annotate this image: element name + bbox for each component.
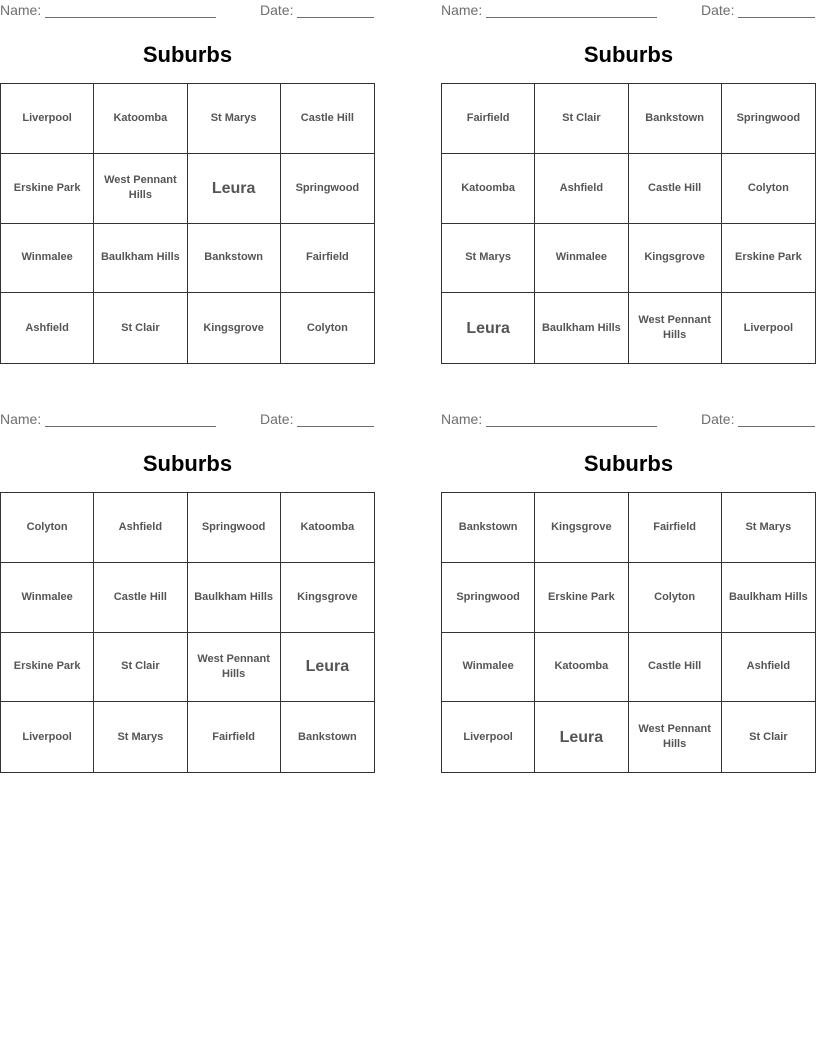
grid-cell: Katoomba xyxy=(281,493,374,563)
grid-cell: West Pennant Hills xyxy=(94,154,187,224)
grid-cell: St Clair xyxy=(535,84,628,154)
card-header xyxy=(441,411,816,429)
grid-cell: Winmalee xyxy=(442,633,535,703)
grid-cell: Erskine Park xyxy=(722,224,815,294)
grid-cell: Erskine Park xyxy=(1,633,94,703)
name-field xyxy=(441,411,657,427)
date-blank-line xyxy=(297,4,374,18)
date-label: Date: xyxy=(701,2,735,18)
grid-cell: Bankstown xyxy=(442,493,535,563)
name-blank-line xyxy=(486,413,657,427)
date-blank-line xyxy=(738,413,815,427)
name-label: Name: xyxy=(0,2,42,18)
name-blank-line xyxy=(45,413,216,427)
grid-cell: Winmalee xyxy=(1,224,94,294)
grid-cell: St Marys xyxy=(94,702,187,772)
grid-cell: Colyton xyxy=(306,321,348,334)
grid-cell: Castle Hill xyxy=(94,563,187,633)
grid-cell: Winmalee xyxy=(1,563,94,633)
name-label: Name: xyxy=(441,411,483,427)
grid-cell: Springwood xyxy=(722,84,815,154)
grid-cell: St Marys xyxy=(722,493,815,563)
name-blank-line xyxy=(45,4,216,18)
grid-cell: St Marys xyxy=(442,224,535,294)
bingo-grid xyxy=(441,83,816,364)
grid-cell: Leura xyxy=(535,702,628,772)
grid-cell: St Clair xyxy=(749,730,788,743)
card-header xyxy=(0,411,375,429)
grid-cell: Fairfield xyxy=(281,224,374,294)
grid-cell: Ashfield xyxy=(94,493,187,563)
bingo-card xyxy=(0,0,375,363)
date-label: Date: xyxy=(260,2,294,18)
grid-cell: Castle Hill xyxy=(629,154,722,224)
grid-cell: St Marys xyxy=(188,84,281,154)
date-blank-line xyxy=(297,413,374,427)
grid-cell: Ashfield xyxy=(722,633,815,703)
name-label: Name: xyxy=(441,2,483,18)
grid-cell: West Pennant Hills xyxy=(629,702,722,772)
grid-cell: Colyton xyxy=(1,493,94,563)
grid-cell: Katoomba xyxy=(442,154,535,224)
grid-cell: Baulkham Hills xyxy=(535,293,628,363)
grid-cell: Winmalee xyxy=(535,224,628,294)
card-header xyxy=(0,2,375,20)
grid-cell: Liverpool xyxy=(1,702,94,772)
grid-cell: Castle Hill xyxy=(629,633,722,703)
grid-cell: Springwood xyxy=(188,493,281,563)
grid-cell: Leura xyxy=(188,154,281,224)
name-field xyxy=(0,2,216,18)
grid-cell: Fairfield xyxy=(442,84,535,154)
grid-cell: Liverpool xyxy=(442,702,535,772)
grid-cell: Bankstown xyxy=(188,224,281,294)
grid-cell: Bankstown xyxy=(629,84,722,154)
grid-cell: St Clair xyxy=(94,633,187,703)
grid-cell: Ashfield xyxy=(1,293,94,363)
grid-cell: Erskine Park xyxy=(535,563,628,633)
grid-cell: St Clair xyxy=(94,293,187,363)
grid-cell: Kingsgrove xyxy=(629,224,722,294)
date-label: Date: xyxy=(260,411,294,427)
grid-cell: Baulkham Hills xyxy=(188,563,281,633)
bingo-card xyxy=(441,0,816,363)
date-field xyxy=(701,2,815,18)
card-title: Suburbs xyxy=(583,451,674,476)
card-title: Suburbs xyxy=(142,42,233,67)
bingo-grid xyxy=(0,492,375,773)
name-field xyxy=(441,2,657,18)
name-blank-line xyxy=(486,4,657,18)
grid-cell: Katoomba xyxy=(94,84,187,154)
grid-cell: Baulkham Hills xyxy=(722,563,815,633)
bingo-grid xyxy=(0,83,375,364)
grid-cell: Baulkham Hills xyxy=(94,224,187,294)
grid-cell: Bankstown xyxy=(298,730,357,743)
bingo-grid xyxy=(441,492,816,773)
grid-cell: Kingsgrove xyxy=(535,493,628,563)
bingo-card xyxy=(441,409,816,772)
grid-cell: Erskine Park xyxy=(1,154,94,224)
grid-cell: Liverpool xyxy=(743,321,794,334)
grid-cell: Liverpool xyxy=(1,84,94,154)
bingo-card xyxy=(0,409,375,772)
date-blank-line xyxy=(738,4,815,18)
grid-cell: Katoomba xyxy=(535,633,628,703)
grid-cell: Leura xyxy=(281,633,374,703)
grid-cell: Springwood xyxy=(442,563,535,633)
grid-cell: West Pennant Hills xyxy=(629,293,722,363)
grid-cell: Leura xyxy=(442,293,535,363)
grid-cell: Colyton xyxy=(722,154,815,224)
grid-cell: West Pennant Hills xyxy=(188,633,281,703)
grid-cell: Ashfield xyxy=(535,154,628,224)
card-title: Suburbs xyxy=(583,42,674,67)
grid-cell: Kingsgrove xyxy=(281,563,374,633)
date-field xyxy=(260,2,374,18)
date-field xyxy=(701,411,815,427)
date-label: Date: xyxy=(701,411,735,427)
grid-cell: Fairfield xyxy=(629,493,722,563)
grid-cell: Kingsgrove xyxy=(188,293,281,363)
date-field xyxy=(260,411,374,427)
grid-cell: Springwood xyxy=(281,154,374,224)
card-title: Suburbs xyxy=(142,451,233,476)
name-label: Name: xyxy=(0,411,42,427)
grid-cell: Fairfield xyxy=(188,702,281,772)
grid-cell: Castle Hill xyxy=(281,84,374,154)
grid-cell: Colyton xyxy=(629,563,722,633)
card-header xyxy=(441,2,816,20)
name-field xyxy=(0,411,216,427)
